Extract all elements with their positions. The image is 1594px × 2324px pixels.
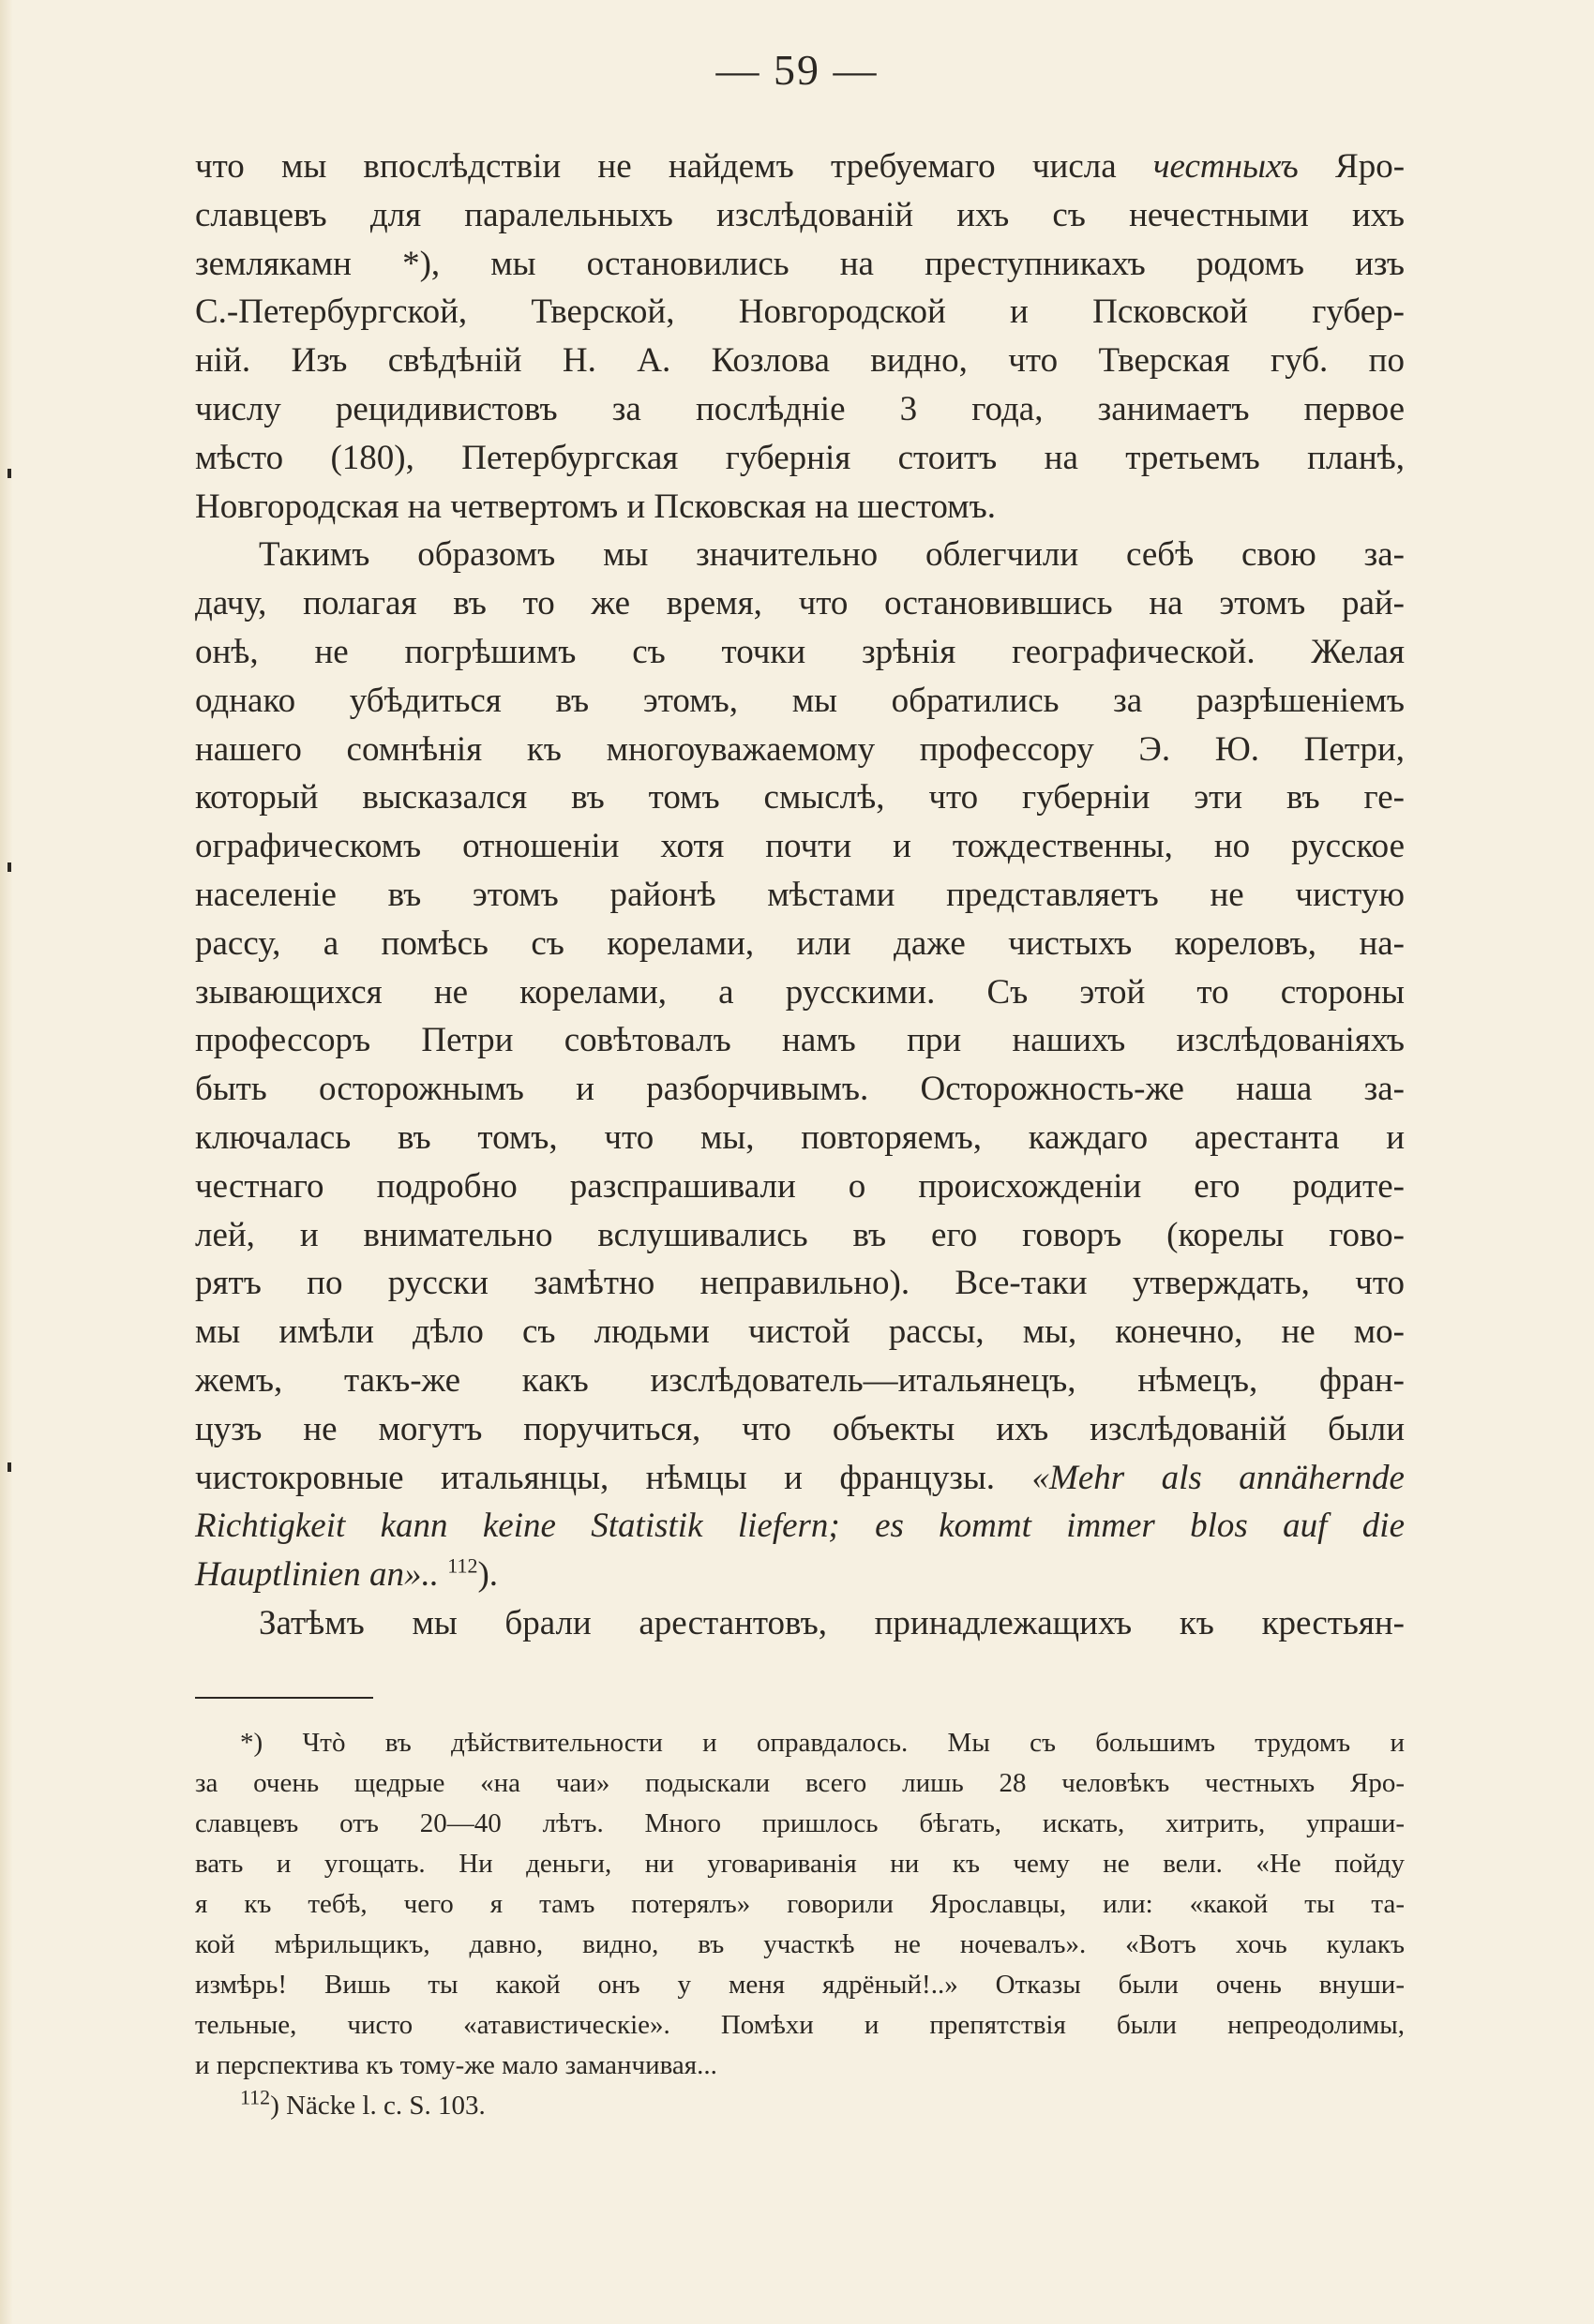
text-line: онѣ, не погрѣшимъ съ точки зрѣнiя географической. Желая <box>195 632 1405 671</box>
text-line: нашего сомнѣнiя къ многоуважаемому профессору Э. Ю. Петри, <box>195 729 1405 769</box>
footnote-line: кой мѣрильщикъ, давно, видно, въ участкѣ не ночевалъ». «Вотъ хочь кулакъ <box>195 1929 1405 1959</box>
text-line: дачу, полагая въ то же время, что остановившись на этомъ рай- <box>195 584 1405 623</box>
german-quote-end: Hauptlinien an».. <box>195 1555 440 1595</box>
footnote-line: тельные, чисто «атавистическiе». Помѣхи и препятствiя были непреодолимы, <box>195 2010 1405 2040</box>
text-line: рассу, а помѣсь съ корелами, или даже чистыхъ кореловъ, на- <box>195 923 1405 963</box>
paragraph-start: Затѣмъ мы брали арестантовъ, принадлежащихъ къ крестьян- <box>259 1603 1405 1642</box>
text-line: славцевъ для паралельныхъ изслѣдованiй ихъ съ нечестными ихъ <box>195 195 1405 234</box>
footnote-line: за очень щедрые «на чаи» подыскали всего лишь 28 человѣкъ честныхъ Яро- <box>195 1768 1405 1798</box>
text-line: мы имѣли дѣло съ людьми чистой рассы, мы, конечно, не мо- <box>195 1312 1405 1352</box>
page-number: — 59 — <box>715 46 879 94</box>
margin-mark <box>8 1462 11 1472</box>
text-line: зывающихся не корелами, а русскими. Съ этой то стороны <box>195 972 1405 1012</box>
paragraph-start: Такимъ образомъ мы значительно облегчили себѣ свою за- <box>259 535 1405 575</box>
text-line: который высказался въ томъ смыслѣ, что губернiи эти въ ге- <box>195 778 1405 817</box>
footnote-line: *) Чтò въ дѣйствительности и оправдалось. Мы съ большимъ трудомъ и <box>240 1728 1405 1758</box>
text-line: лей, и внимательно вслушивались въ его говоръ (корелы гово- <box>195 1215 1405 1254</box>
text-line: ографическомъ отношенiи хотя почти и тождественны, но русское <box>195 827 1405 866</box>
text-line: числу рецидивистовъ за послѣднiе 3 года, занимаетъ первое <box>195 389 1405 428</box>
text-line: честнаго подробно разспрашивали о происхожденiи его родите- <box>195 1166 1405 1206</box>
text-line: Hauptlinien an».. $^{112}$). <box>195 1553 499 1595</box>
text-line: С.-Петербургской, Тверской, Новгородской и Псковской губер- <box>195 292 1405 332</box>
text-line: нiй. Изъ свѣдѣнiй Н. А. Козлова видно, что Тверская губ. по <box>195 341 1405 381</box>
text-line: цузъ не могутъ поручиться, что объекты ихъ изслѣдованiй были <box>195 1409 1405 1448</box>
text-line: жемъ, такъ-же какъ изслѣдователь—итальянецъ, нѣмецъ, фран- <box>195 1360 1405 1400</box>
text-line: однако убѣдиться въ этомъ, мы обратились за разрѣшенiемъ <box>195 681 1405 720</box>
main-text <box>195 142 1405 1648</box>
text-line: землякамн *), мы остановились на преступникахъ родомъ изъ <box>195 244 1405 283</box>
footnote-line: измѣрь! Вишь ты какой онъ у меня ядрёный!..» Отказы были очень внуши- <box>195 1970 1405 2000</box>
text-line: чистокровные итальянцы, нѣмцы и французы. «Mehr als annähernde <box>195 1458 1405 1497</box>
footnotes <box>195 1723 1405 2126</box>
text-line: рятъ по русски замѣтно неправильно). Все-таки утверждать, что <box>195 1264 1405 1303</box>
footnote-line: и перспектива къ тому-же мало заманчивая... <box>195 2050 717 2080</box>
text-line: Новгородская на четвертомъ и Псковская на шестомъ. <box>195 487 996 526</box>
footnote-number: 112 <box>240 2085 271 2109</box>
text-line: быть осторожнымъ и разборчивымъ. Осторожность-же наша за- <box>195 1070 1405 1109</box>
text-line: населенiе въ этомъ районѣ мѣстами представляетъ не чистую <box>195 875 1405 914</box>
margin-mark <box>8 862 11 872</box>
footnote-line: вать и угощать. Ни деньги, ни уговариванiя ни къ чему не вели. «Не пойду <box>195 1849 1405 1879</box>
footnote-ref: 112 <box>447 1553 478 1578</box>
page-edge <box>0 0 13 2324</box>
text-line: мѣсто (180), Петербургская губернiя стоитъ на третьемъ планѣ, <box>195 438 1405 477</box>
text-line: что мы впослѣдствiи не найдемъ требуемаго числа честныхъ Яро- <box>195 147 1406 186</box>
text-line: ключалась въ томъ, что мы, повторяемъ, каждаго арестанта и <box>195 1117 1405 1157</box>
margin-mark <box>8 469 11 478</box>
german-quote: «Mehr als annähernde <box>1031 1458 1405 1497</box>
footnote-divider <box>195 1697 373 1699</box>
text-line: профессоръ Петри совѣтовалъ намъ при нашихъ изслѣдованiяхъ <box>195 1021 1405 1060</box>
footnote-112: $^{112}$) Näcke l. c. S. 103. <box>240 2085 486 2121</box>
footnote-line: славцевъ отъ 20—40 лѣтъ. Много пришлось бѣгать, искать, хитрить, упраши- <box>195 1808 1405 1838</box>
german-quote-line: Richtigkeit kann keine Statistik liefern; es kommt immer blos auf die <box>195 1507 1405 1546</box>
emphasized-word: честныхъ <box>1152 147 1299 186</box>
footnote-line: я къ тебѣ, чего я тамъ потерялъ» говорили Ярославцы, или: «какой ты та- <box>195 1889 1405 1919</box>
